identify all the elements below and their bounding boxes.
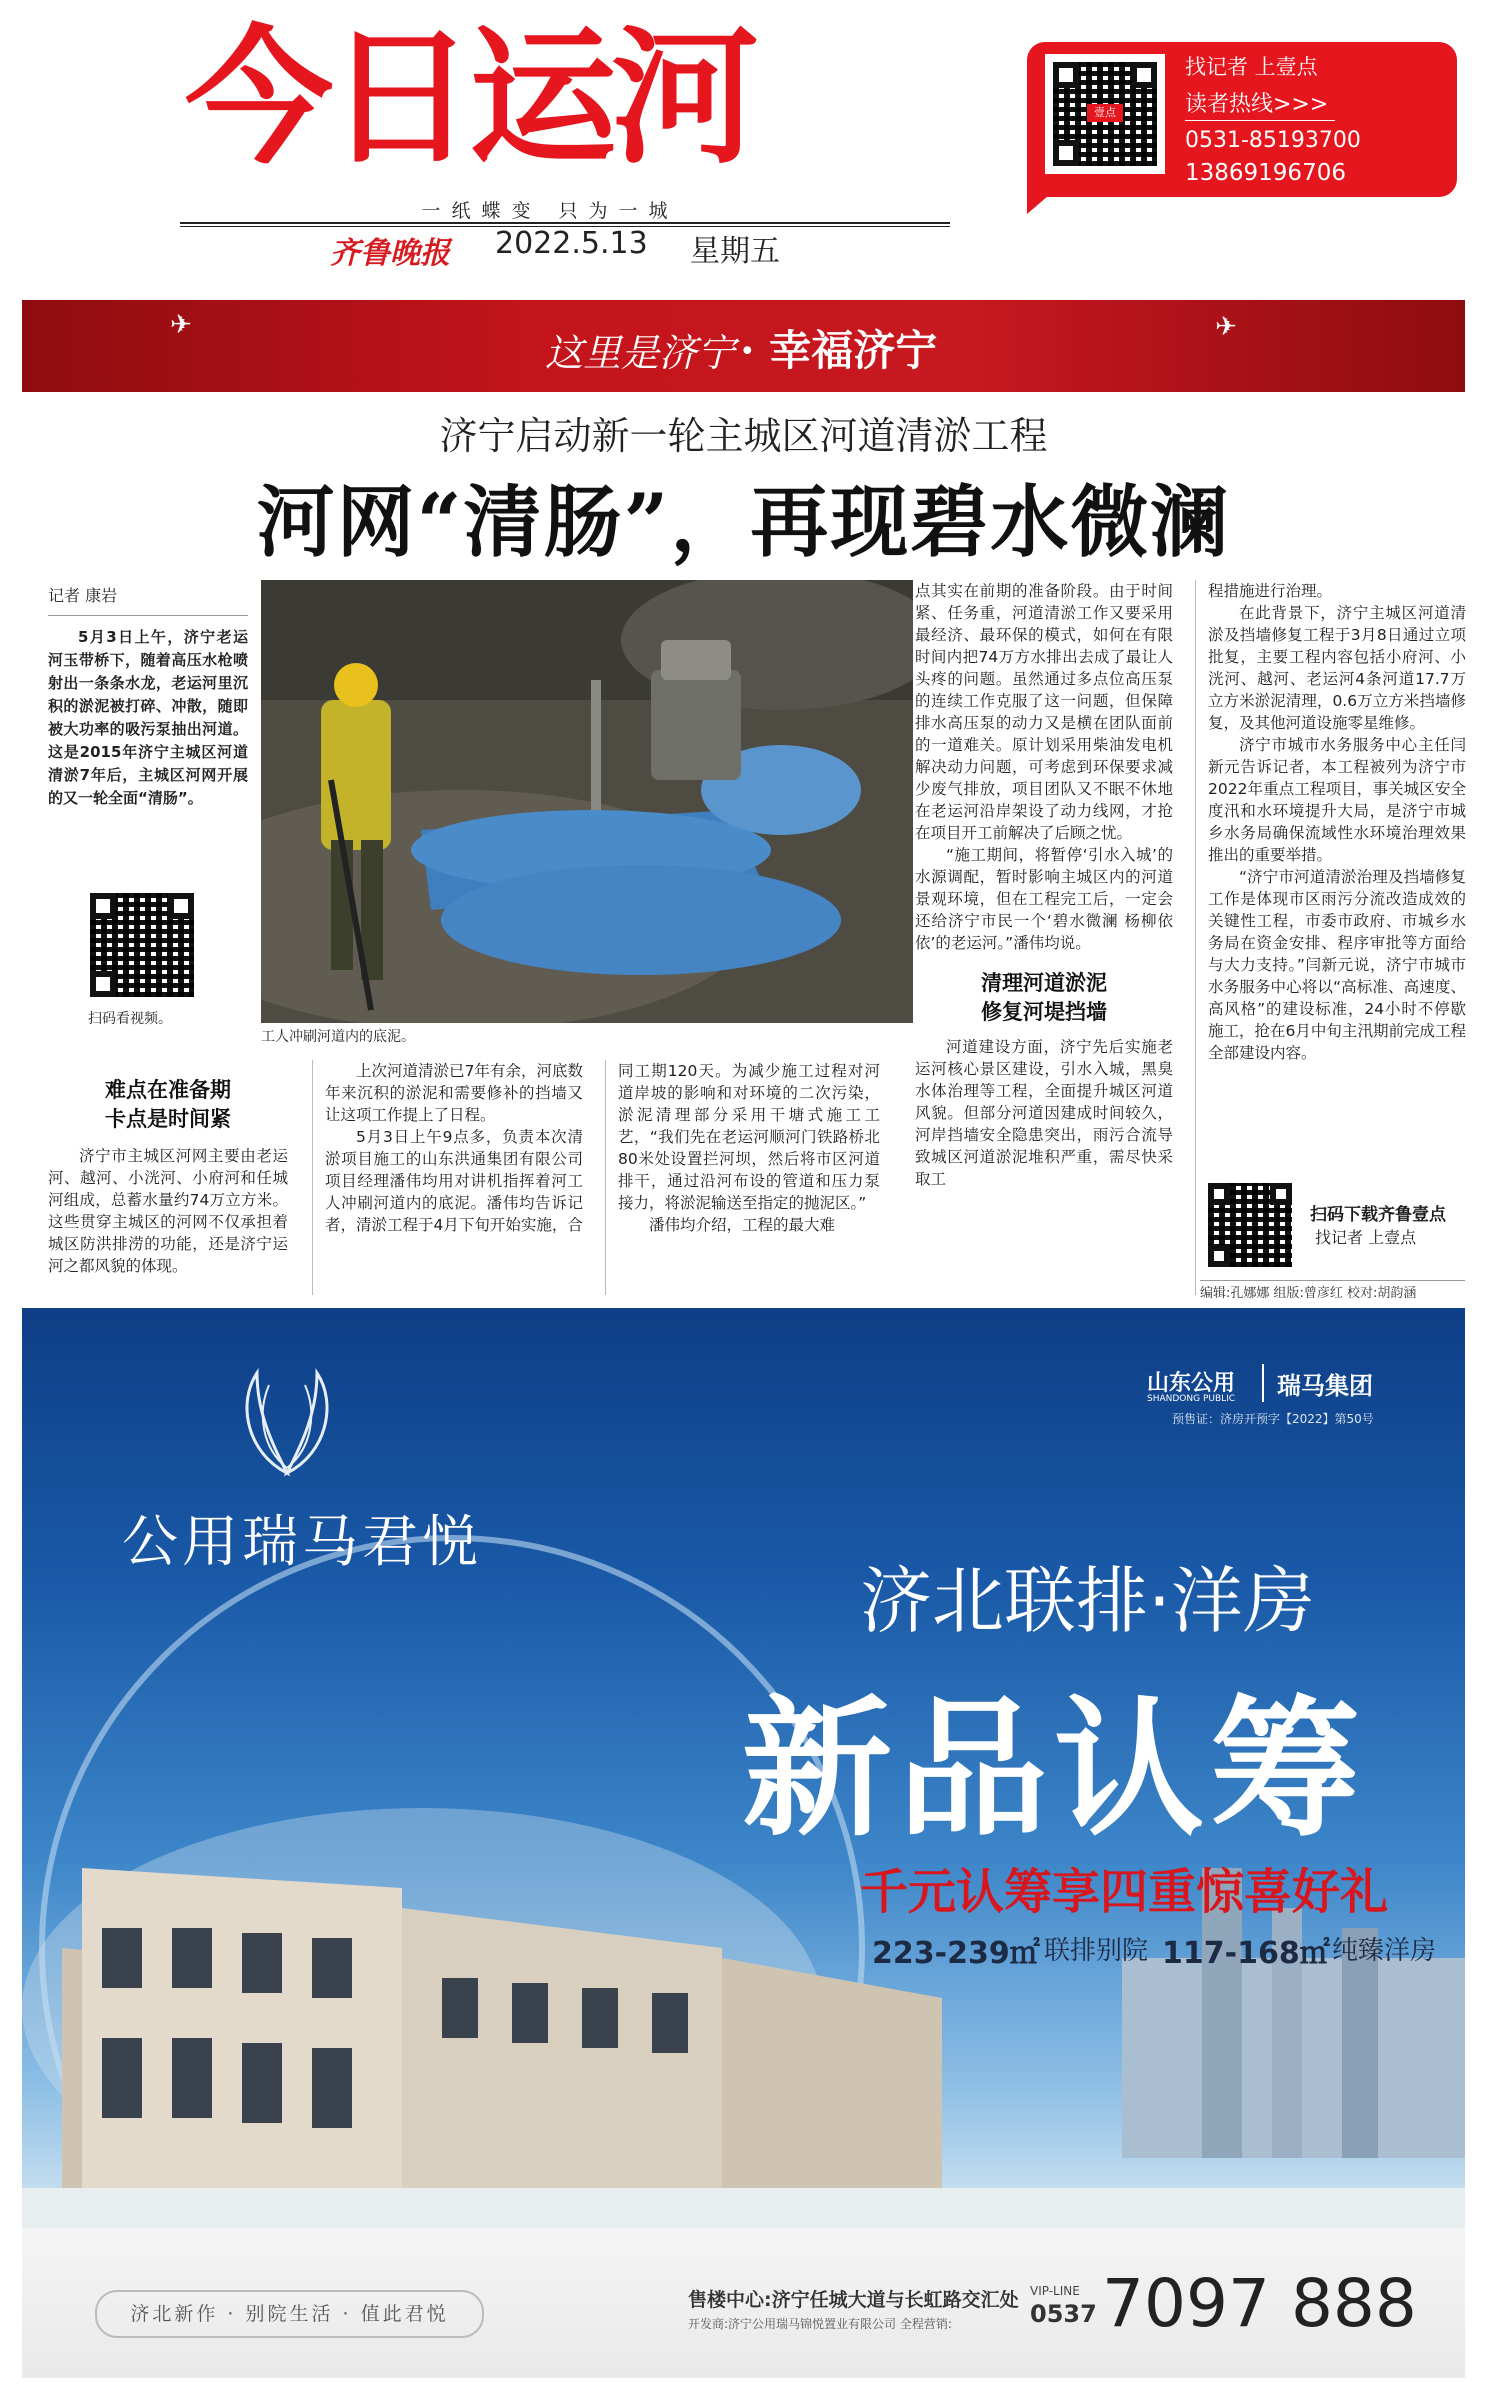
video-qr-code[interactable]: [82, 885, 202, 1005]
article-subhead: 济宁启动新一轮主城区河道清淤工程: [439, 414, 1048, 458]
editor-credits: 编辑:孔娜娜 组版:曾彦红 校对:胡韵涵: [1200, 1286, 1417, 1301]
issue-date: 2022.5.13: [495, 226, 648, 261]
ad-phone[interactable]: 7097 888: [1102, 2265, 1417, 2342]
ad-area-1: 223-239㎡: [872, 1936, 1040, 1971]
article-photo: [261, 580, 913, 1023]
article-paragraph: 河道建设方面，济宁先后实施老运河核心景区建设，引水入城，黑臭水体治理等工程，全面提升城区河道风貌。但部分河道因建成时间较久，河岸挡墙安全隐患突出，雨污合流导致城区河道淤泥堆积严重，需尽快采取工: [915, 1038, 1173, 1188]
ad-area-1-label: 联排别院: [1044, 1936, 1149, 1966]
real-estate-ad[interactable]: [22, 1308, 1465, 2228]
qr-finder: [168, 893, 194, 919]
ad-brand-1-sub: SHANDONG PUBLIC: [1147, 1394, 1236, 1404]
banner-slogan: · 幸福济宁: [740, 326, 938, 375]
ad-headline-1: 济北联排·洋房: [860, 1559, 1315, 1643]
section-title: [48, 1075, 288, 1133]
section-title-line: 修复河堤挡墙: [981, 999, 1107, 1024]
hotline-phone2[interactable]: 13869196706: [1185, 160, 1346, 186]
article-paragraph: “济宁市河道清淤治理及挡墙修复工作是体现市区雨污分流改造成效的关键性工程，市委市政府、市城乡水务局在资金安排、程序审批等方面给与大力支持。”闫新元说，济宁市城市水务服务中心将以“高标准、高速度、高风格”的建设标准，24小时不停歇施工，抢在6月中旬主汛期前完成工程全部建设内容。: [1208, 868, 1466, 1062]
column-divider: [605, 1060, 606, 1295]
bird-icon: ✈: [170, 310, 192, 340]
section-title-line: 卡点是时间紧: [105, 1106, 231, 1131]
article-paragraph: 在此背景下，济宁主城区河道清淤及挡墙修复工程于3月8日通过立项批复，主要工程内容包括小府河、小洸河、越河、老运河4条河道17.7万立方米淤泥清理，0.6万立方米挡墙修复，及其他河道设施零星维修。: [1208, 604, 1466, 732]
section-title-line: 难点在准备期: [105, 1077, 231, 1102]
masthead-slogan: 一纸蝶变 只为一城: [421, 200, 679, 222]
ad-brand-1: 山东公用: [1147, 1371, 1236, 1396]
article-paragraph: 同工期120天。为减少施工过程对河道岸坡的影响和对环境的二次污染，淤泥清理部分采用干塘式施工工艺，“我们先在老运河顺河门铁路桥北80米处设置拦河坝，然后将市区河道排干，通过沿河布设的管道和压力泵接力，将淤泥输送至指定的抛泥区。”: [618, 1062, 880, 1212]
ad-headline-2: 新品认筹: [742, 1683, 1367, 1857]
qr-finder: [90, 971, 116, 997]
ad-offer: 千元认筹享四重惊喜好礼: [860, 1864, 1389, 1920]
qr-finder: [1208, 1245, 1230, 1267]
hotline-line2: 读者热线>>>: [1185, 92, 1329, 117]
ad-area-code: 0537: [1030, 2300, 1097, 2328]
article-paragraph: 潘伟均介绍，工程的最大难: [649, 1216, 836, 1234]
photo-caption: 工人冲刷河道内的底泥。: [261, 1029, 415, 1045]
ad-developer: 开发商:济宁公用瑞马锦悦置业有限公司 全程营销:: [688, 2317, 952, 2331]
app-slogan-text: 找记者 上壹点: [1315, 1228, 1417, 1247]
photo-illustration: [261, 580, 913, 1023]
lead-paragraph: 5月3日上午，济宁老运河玉带桥下，随着高压水枪喷射出一条条水龙，老运河里沉积的淤泥被打碎、冲散，随即被大功率的吸污泵抽出河道。这是2015年济宁主城区河道清淤7年后，主城区河网开展的又一轮全面“清肠”。: [48, 628, 248, 807]
qr-finder: [1208, 1183, 1230, 1205]
ad-presale-license: 预售证：济房开预字【2022】第50号: [1172, 1412, 1374, 1426]
ad-sales-center: 售楼中心:济宁任城大道与长虹路交汇处: [688, 2289, 1019, 2311]
article-paragraph: 上次河道清淤已7年有余，河底数年来沉积的淤泥和需要修补的挡墙又让这项工作提上了日程。: [325, 1062, 583, 1124]
ad-logo-emblem-icon: [227, 1363, 347, 1483]
credits-rule: [1200, 1280, 1465, 1281]
article-paragraph: “施工期间，将暂停‘引水入城’的水源调配，暂时影响主城区内的河道景观环境，但在工程完工后，一定会还给济宁市民一个‘碧水微澜 杨柳依依’的老运河。”潘伟均说。: [915, 846, 1173, 952]
hotline-divider: [1185, 120, 1335, 121]
article-headline: 河网“清肠”，再现碧水微澜: [256, 477, 1231, 568]
app-qr-code[interactable]: [1200, 1175, 1300, 1275]
ad-vip-label: VIP-LINE: [1030, 2284, 1080, 2298]
qr-finder: [1053, 62, 1079, 88]
column-divider: [312, 1060, 313, 1295]
banner-script-slogan: 这里是济宁: [545, 331, 736, 375]
qr-finder: [1270, 1183, 1292, 1205]
ad-project-name: 公用瑞马君悦: [122, 1510, 482, 1575]
article-paragraph: 程措施进行治理。: [1208, 582, 1333, 600]
article-paragraph: 济宁市主城区河网主要由老运河、越河、小洸河、小府河和任城河组成，总蓄水量约74万立方米。这些贯穿主城区的河网不仅承担着城区防洪排涝的功能，还是济宁运河之都风貌的体现。: [48, 1147, 288, 1275]
hotline-phone1[interactable]: 0531-85193700: [1185, 128, 1361, 153]
bird-icon: ✈: [1215, 312, 1237, 342]
byline: 记者 康岩: [48, 586, 118, 605]
column-divider: [1195, 580, 1196, 1295]
section-title-line: 清理河道淤泥: [981, 970, 1107, 995]
section-title: [915, 968, 1173, 1026]
qr-logo: 壹点: [1087, 104, 1123, 122]
ad-brand-divider: [1262, 1364, 1264, 1402]
qr-finder: [90, 893, 116, 919]
hotline-line1: 找记者 上壹点: [1185, 55, 1318, 79]
masthead-rule: [180, 222, 950, 224]
byline-rule: [48, 615, 248, 616]
hotline-qr-code[interactable]: [1045, 54, 1165, 174]
app-download-text: 扫码下载齐鲁壹点: [1310, 1205, 1446, 1225]
video-qr-caption: 扫码看视频。: [88, 1011, 172, 1027]
article-paragraph: 济宁市城市水务服务中心主任闫新元告诉记者，本工程被列为济宁市2022年重点工程项目，事关城区安全度汛和水环境提升大局，是济宁市城乡水务局确保流域性水环境治理效果推出的重要举措。: [1208, 736, 1466, 864]
ad-tagline: 济北新作 · 别院生活 · 值此君悦: [95, 2290, 484, 2338]
ad-area-2-label: 纯臻洋房: [1332, 1936, 1437, 1966]
issue-weekday: 星期五: [690, 234, 780, 269]
ad-brand-2: 瑞马集团: [1277, 1372, 1373, 1400]
qr-finder: [1131, 62, 1157, 88]
hotline-box-tail: [1027, 190, 1055, 214]
paper-name: 齐鲁晚报: [330, 236, 450, 271]
masthead-title: 今日运河: [185, 12, 753, 184]
qr-finder: [1053, 140, 1079, 166]
article-paragraph: 5月3日上午9点多，负责本次清淤项目施工的山东洪通集团有限公司项目经理潘伟均用对讲机指挥着河工人冲刷河道内的底泥。潘伟均告诉记者，清淤工程于4月下旬开始实施，合: [325, 1128, 583, 1234]
ad-area-2: 117-168㎡: [1162, 1936, 1330, 1971]
article-paragraph: 点其实在前期的准备阶段。由于时间紧、任务重，河道清淤工作又要采用最经济、最环保的模式，如何在有限时间内把74万方水排出去成了最让人头疼的问题。虽然通过多点位高压泵的连续工作克服了这一问题，但保障排水高压泵的动力又是横在团队面前的一道难关。原计划采用柴油发电机解决动力问题，可考虑到环保要求减少废气排放，项目团队又不眠不休地在老运河沿岸架设了动力线网，才抢在项目开工前解决了后顾之忧。: [915, 582, 1173, 842]
